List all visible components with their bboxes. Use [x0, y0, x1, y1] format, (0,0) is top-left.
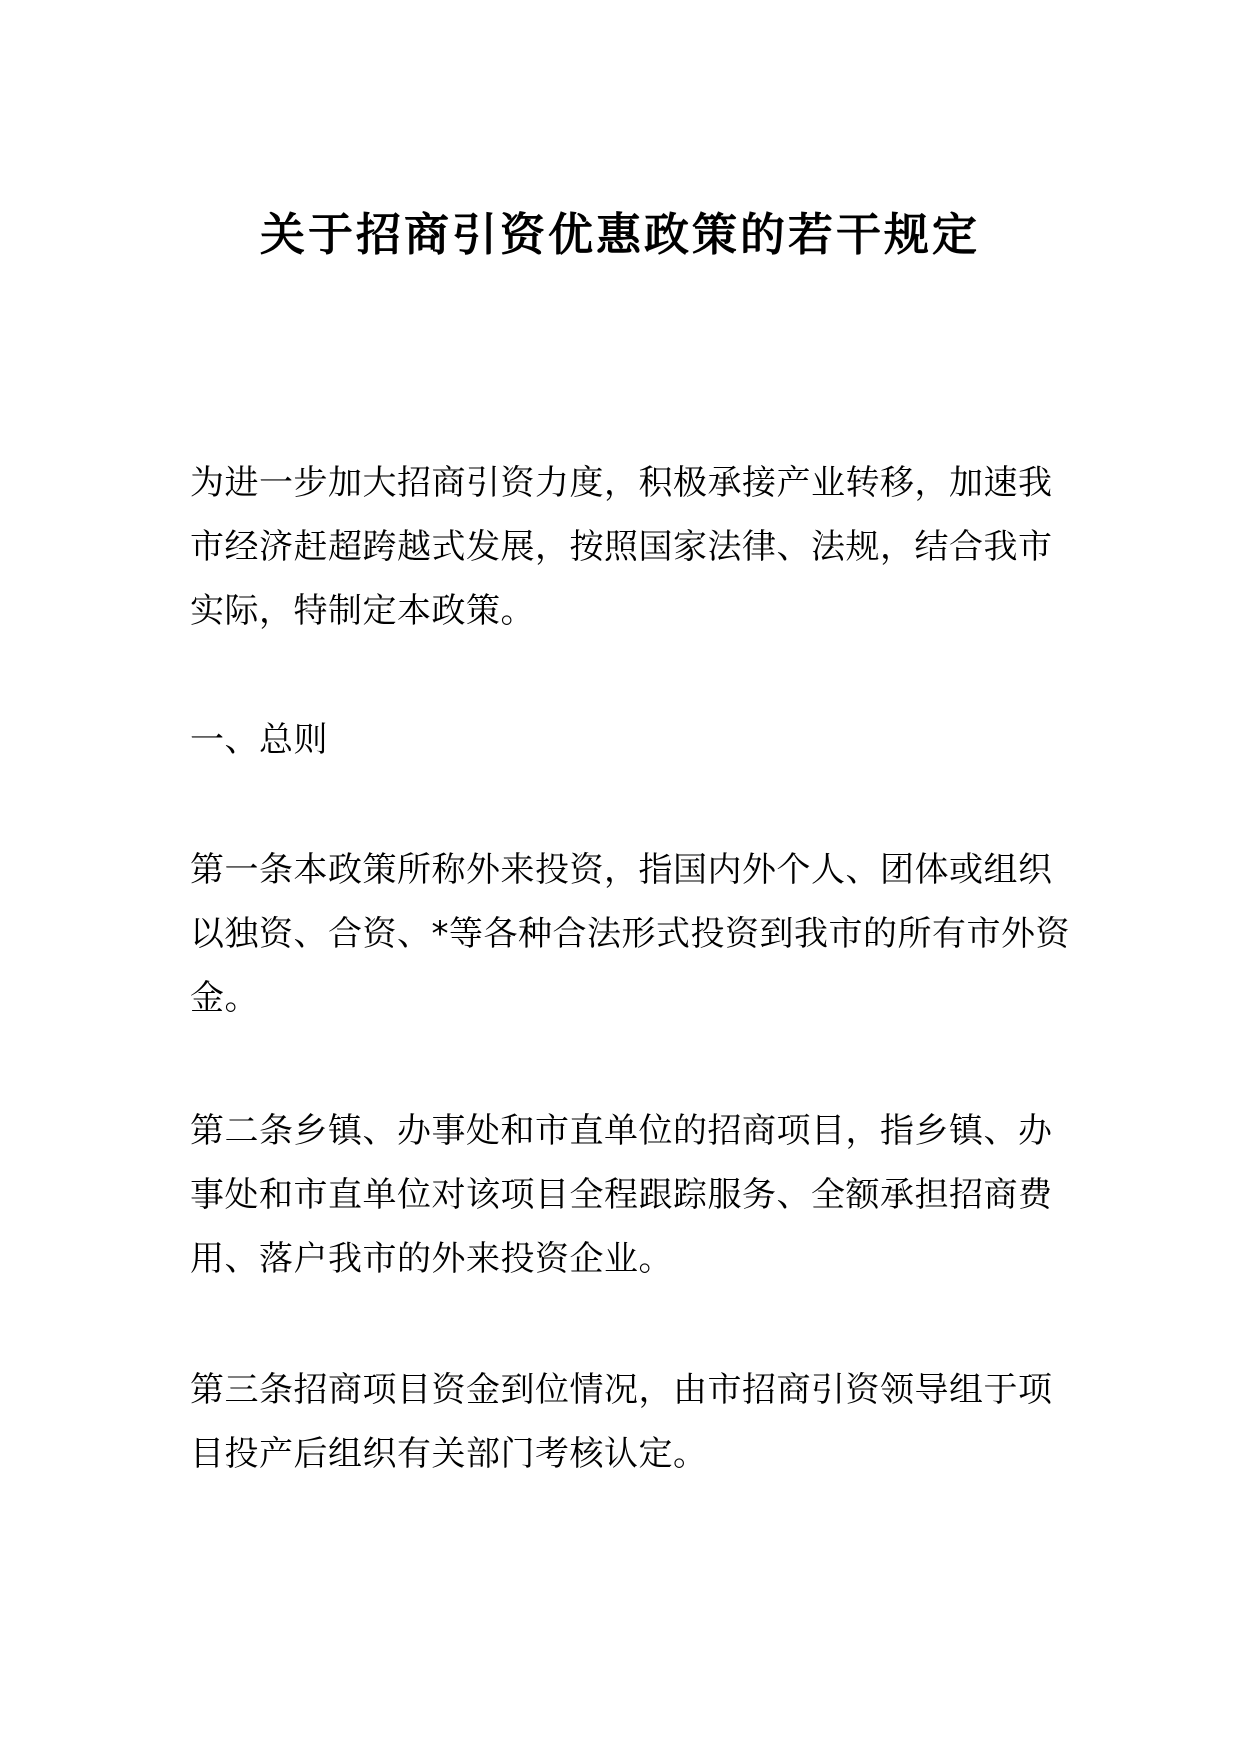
article-1 [190, 838, 1070, 1030]
section-heading [190, 708, 1060, 772]
text-line: 用、落户我市的外来投资企业。 [190, 1239, 673, 1279]
text-line: 第三条招商项目资金到位情况，由市招商引资领导组于项 [190, 1370, 1053, 1410]
text-line: 金。 [190, 978, 259, 1018]
document-title: 关于招商引资优惠政策的若干规定 [259, 208, 980, 261]
text-line: 为进一步加大招商引资力度，积极承接产业转移，加速我 [190, 463, 1053, 503]
text-line: 市经济赶超跨越式发展，按照国家法律、法规，结合我市 [190, 527, 1053, 567]
text-line: 第一条本政策所称外来投资，指国内外个人、团体或组织 [190, 850, 1053, 890]
text-line: 以独资、合资、*等各种合法形式投资到我市的所有市外资 [190, 914, 1070, 954]
text-line: 一、总则 [190, 720, 328, 760]
article-2 [190, 1099, 1060, 1291]
text-line: 目投产后组织有关部门考核认定。 [190, 1434, 708, 1474]
article-3 [190, 1358, 1060, 1486]
text-line: 第二条乡镇、办事处和市直单位的招商项目，指乡镇、办 [190, 1111, 1053, 1151]
text-line: 事处和市直单位对该项目全程跟踪服务、全额承担招商费 [190, 1175, 1053, 1215]
intro-paragraph [190, 451, 1060, 643]
text-line: 实际，特制定本政策。 [190, 591, 535, 631]
